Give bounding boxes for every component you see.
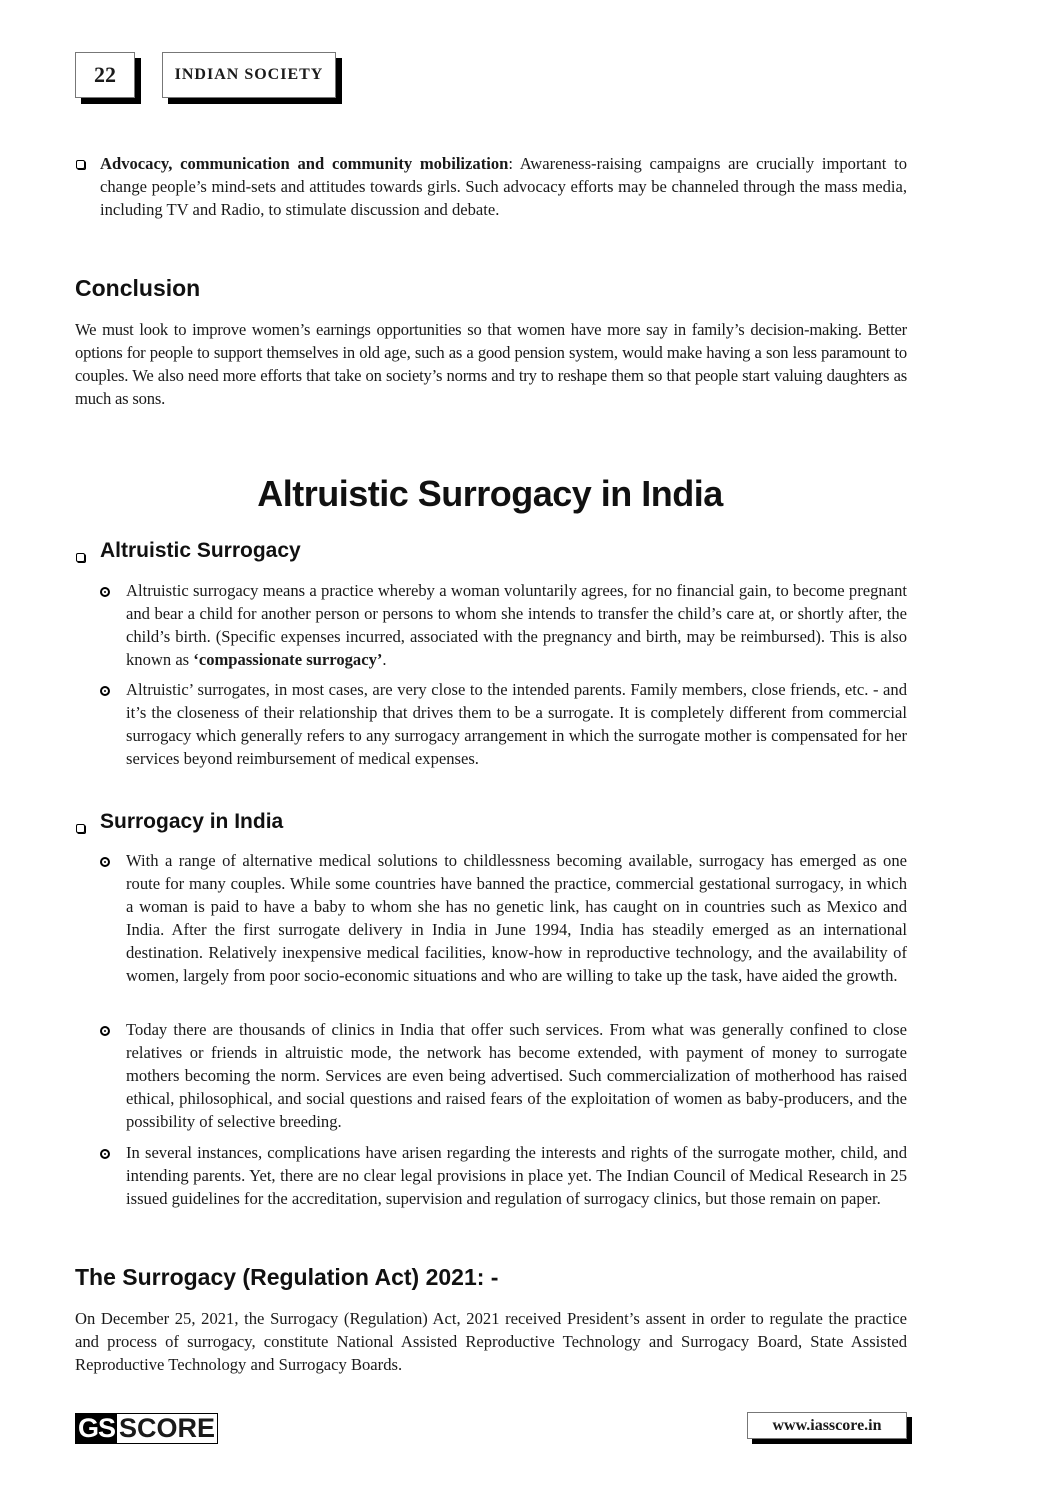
india-item-3: In several instances, complications have arisen regarding the interests and rights of the surrogate mother, child, and intending parents. Yet, there are no clear legal provisions in place yet. The Indian Council of Medical Research in 25 issued guidelines for the accreditation, supervision and regulation of surrogacy clinics, but those remain on paper.	[126, 1143, 907, 1208]
circle-bullet-icon	[100, 686, 110, 696]
section-title: INDIAN SOCIETY	[174, 66, 324, 83]
circle-bullet-icon	[100, 1149, 110, 1159]
logo-score: SCORE	[119, 1413, 216, 1443]
altruistic-item-1	[126, 579, 907, 671]
compassionate-surrogacy-term: ‘compassionate surrogacy’	[193, 650, 383, 669]
intro-bullet-bold: Advocacy, communication and community mobilization	[100, 154, 509, 173]
page-number: 22	[94, 62, 116, 87]
act-text: On December 25, 2021, the Surrogacy (Regulation) Act, 2021 received President’s assent in order to regulate the practice and process of surrogacy, constitute National Assisted Reproductive Technology and Surrogacy Board, State Assisted Reproductive Technology and Surrogacy Boards.	[75, 1309, 907, 1374]
india-item-2: Today there are thousands of clinics in India that offer such services. From what was generally confined to close relatives or friends in altruistic mode, the network has become extended, with payment of money to surrogate mothers becoming the norm. Services are even being advertised. Such commercialization of motherhood has raised ethical, philosophical, and social questions and raised fears of the exploitation of women as baby-producers, and the possibility of selective breeding.	[126, 1020, 907, 1131]
page-title: Altruistic Surrogacy in India	[257, 473, 723, 514]
conclusion-heading: Conclusion	[75, 275, 201, 301]
intro-bullet	[100, 152, 907, 221]
circle-bullet-icon	[100, 587, 110, 597]
page-number-box	[75, 52, 135, 98]
act-heading: The Surrogacy (Regulation Act) 2021: -	[75, 1264, 499, 1290]
website-link[interactable]: www.iasscore.in	[772, 1416, 882, 1434]
india-item-1: With a range of alternative medical solutions to childlessness becoming available, surrogacy has emerged as one route for many couples. While some countries have banned the practice, commercial gestational surrogacy, in which a woman is paid to have a baby to whom she has no genetic link, has caught on in countries such as Mexico and India. After the first surrogate delivery in India in June 1994, India has steadily emerged as an international destination. Relatively inexpensive medical facilities, know-how in reproductive technology, and the availability of women, largely from poor socio-economic situations and who are willing to take up the task, have aided the growth.	[126, 851, 907, 985]
square-bullet-icon	[76, 553, 85, 562]
period: .	[382, 650, 387, 669]
circle-bullet-icon	[100, 857, 110, 867]
conclusion-text: We must look to improve women’s earnings opportunities so that women have more say in family’s decision-making. Better options for people to support themselves in old age, such as a good pension system, would make having a son less paramount to couples. We also need more efforts that take on society’s norms and try to reshape them so that people start valuing daughters as much as sons.	[75, 320, 907, 408]
square-bullet-icon	[76, 824, 85, 833]
circle-bullet-icon	[100, 1026, 110, 1036]
altruistic-heading: Altruistic Surrogacy	[100, 539, 301, 562]
india-heading: Surrogacy in India	[100, 810, 284, 833]
website-box	[747, 1412, 907, 1439]
logo-gs: GS	[78, 1413, 116, 1443]
section-title-box	[162, 52, 336, 98]
square-bullet-icon	[76, 160, 85, 169]
altruistic-item-2: Altruistic’ surrogates, in most cases, are very close to the intended parents. Family members, close friends, etc. - and it’s the closeness of their relationship that drives them to be a surrogate. It is completely different from commercial surrogacy which generally refers to any surrogacy arrangement in which the surrogate mother is compensated for her services beyond reimbursement of medical expenses.	[126, 680, 907, 768]
gsscore-logo	[75, 1413, 218, 1444]
intro-bullet-text: : Awareness-raising campaigns are crucially important to change people’s mind-sets and attitudes towards girls. Such advocacy efforts may be channeled through the mass media, including TV and Radio, to stimulate discussion and debate.	[100, 154, 907, 219]
altruistic-item-1-text: Altruistic surrogacy means a practice whereby a woman voluntarily agrees, for no financial gain, to become pregnant and bear a child for another person or persons to whom she intends to transfer the child’s care at, or shortly after, the child’s birth. (Specific expenses incurred, associated with the pregnancy and birth, may be reimbursed). This is also known as	[126, 581, 907, 669]
